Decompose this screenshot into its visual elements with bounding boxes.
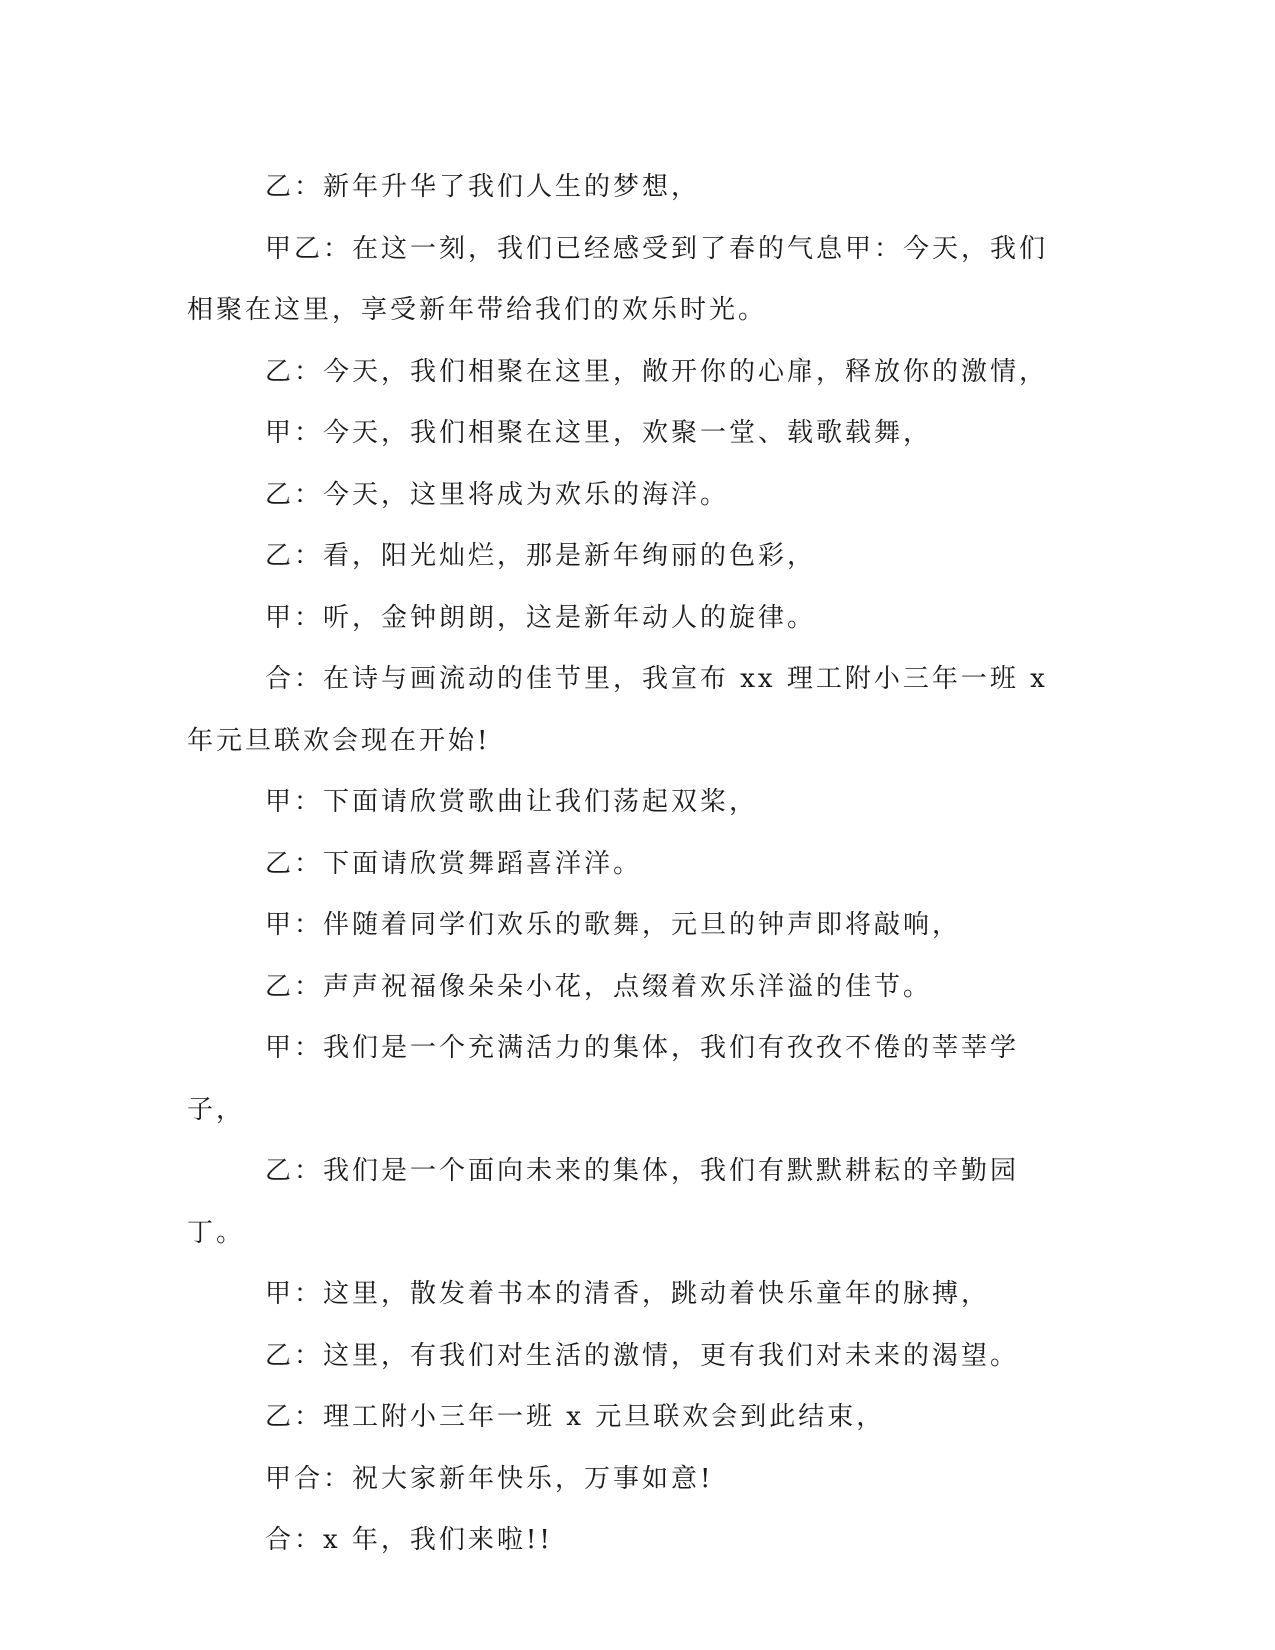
document-body [187,157,1067,1572]
paragraph: 乙：声声祝福像朵朵小花，点缀着欢乐洋溢的佳节。 [265,971,933,1002]
paragraph: 乙：今天，这里将成为欢乐的海洋。 [265,479,730,510]
paragraph: 甲：伴随着同学们欢乐的歌舞，元旦的钟声即将敲响， [265,910,962,940]
paragraph: 乙：新年升华了我们人生的梦想， [265,172,701,202]
paragraph: 甲：下面请欣赏歌曲让我们荡起双桨， [265,787,759,817]
paragraph: 合：在诗与画流动的佳节里，我宣布 xx 理工附小三年一班 x 年元旦联欢会现在开始! [187,664,1048,756]
paragraph: 甲合：祝大家新年快乐，万事如意! [265,1463,714,1494]
paragraph: 乙：看，阳光灿烂，那是新年绚丽的色彩， [265,541,817,571]
paragraph: 乙：理工附小三年一班 x 元旦联欢会到此结束， [265,1402,886,1432]
paragraph: 乙：这里，有我们对生活的激情，更有我们对未来的渴望。 [265,1340,1020,1371]
paragraph: 甲乙：在这一刻，我们已经感受到了春的气息甲：今天，我们相聚在这里，享受新年带给我们的欢乐时光。 [187,233,1049,325]
paragraph: 乙：下面请欣赏舞蹈喜洋洋。 [265,848,643,879]
paragraph: 甲：听，金钟朗朗，这是新年动人的旋律。 [265,602,817,633]
paragraph: 甲：今天，我们相聚在这里，欢聚一堂、载歌载舞， [265,418,933,448]
paragraph: 甲：这里，散发着书本的清香，跳动着快乐童年的脉搏， [265,1279,991,1309]
paragraph: 甲：我们是一个充满活力的集体，我们有孜孜不倦的莘莘学子， [187,1033,1020,1125]
paragraph: 合：x 年，我们来啦!! [265,1525,553,1555]
paragraph: 乙：今天，我们相聚在这里，敞开你的心扉，释放你的激情， [265,356,1049,387]
paragraph: 乙：我们是一个面向未来的集体，我们有默默耕耘的辛勤园丁。 [187,1156,1020,1248]
